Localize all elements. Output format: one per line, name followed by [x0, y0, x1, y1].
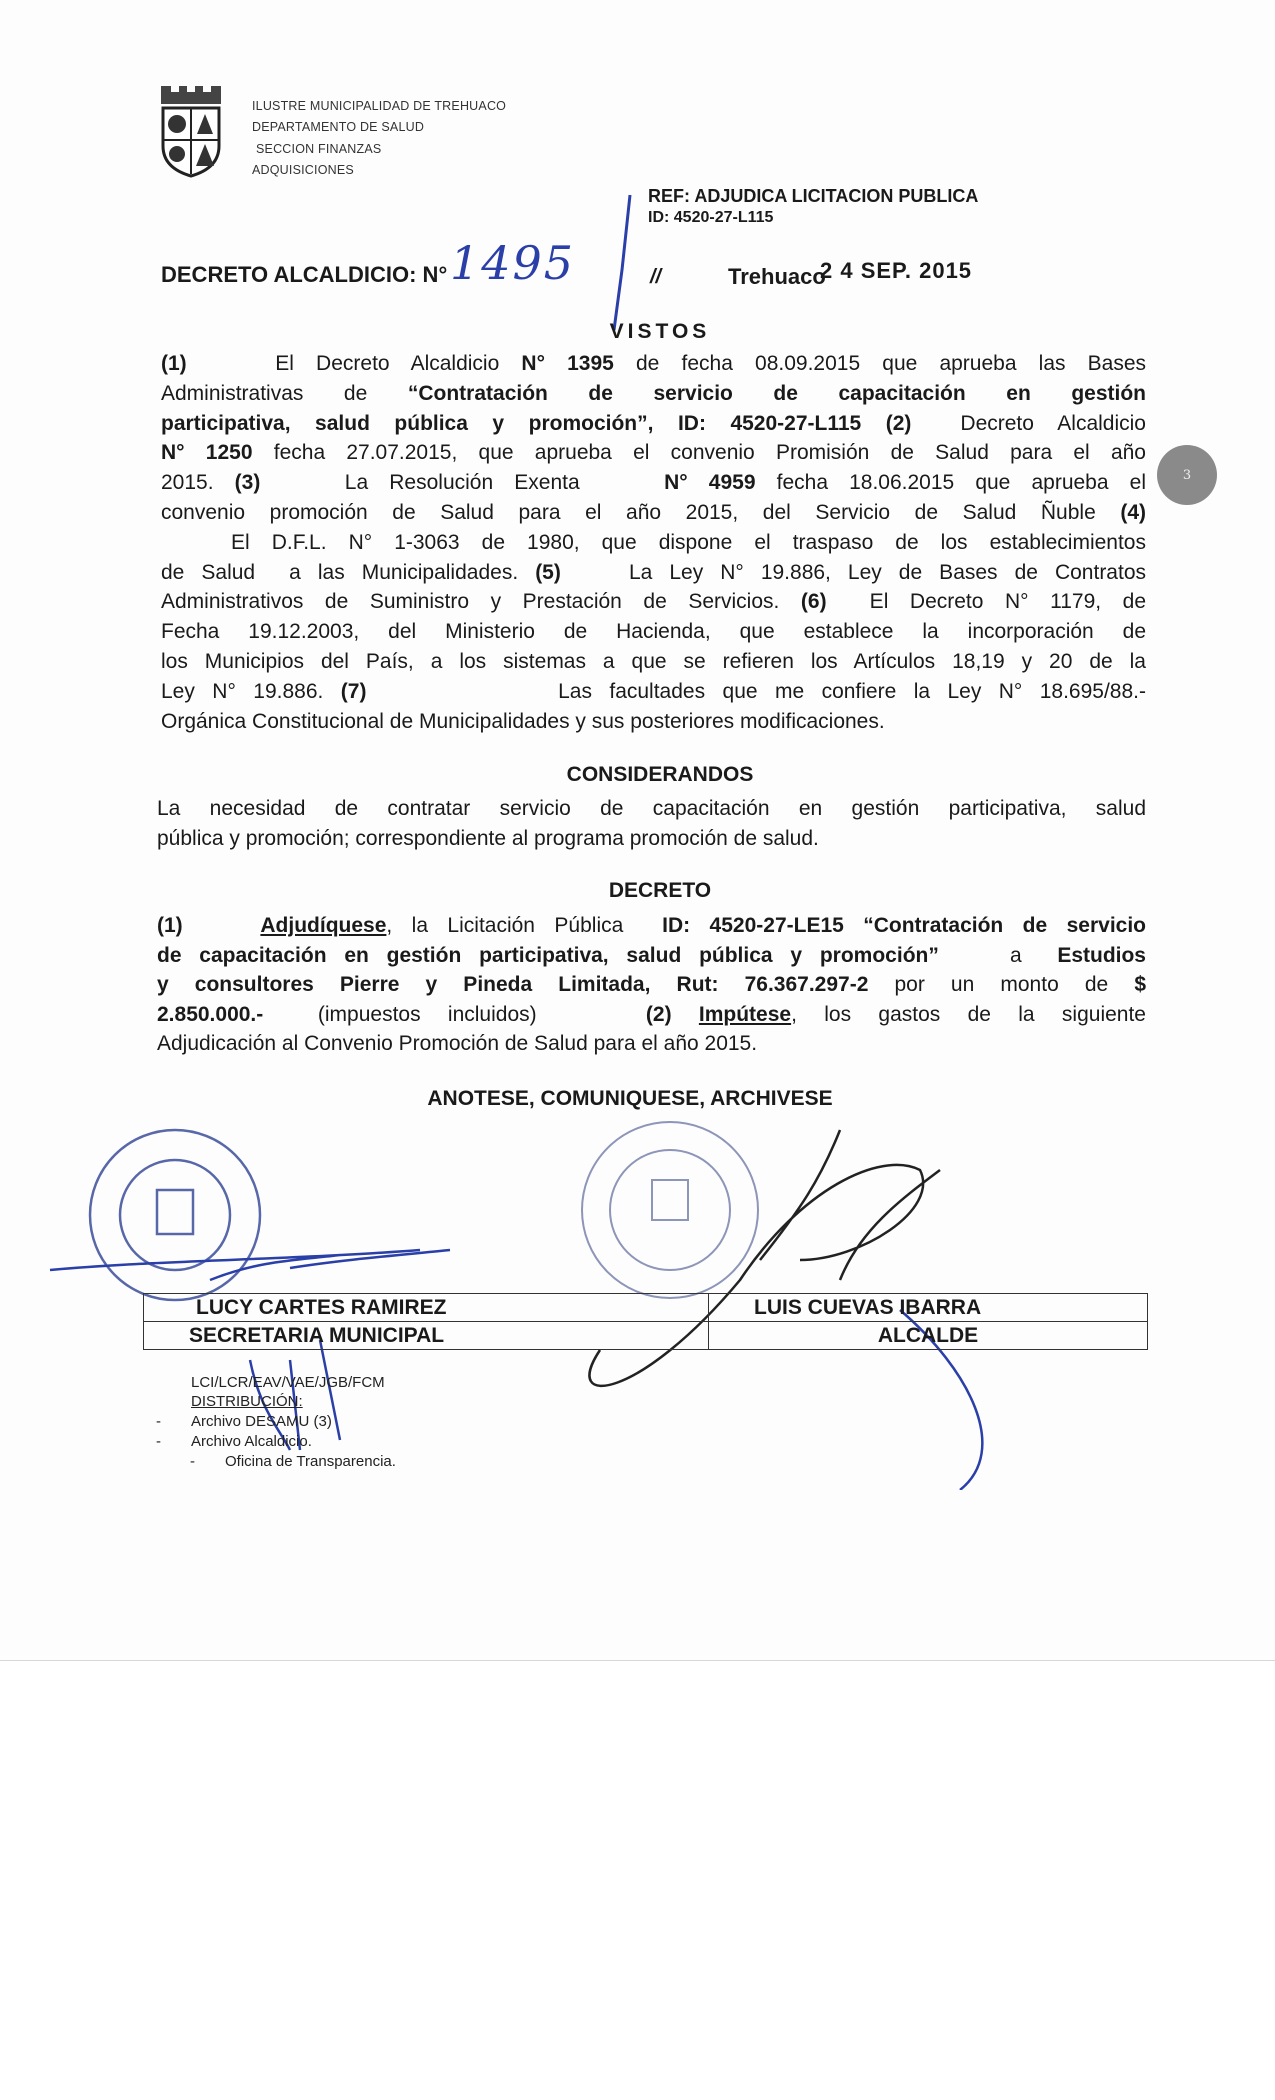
vistos-text: N° 4959	[664, 471, 756, 495]
reference-line: REF: ADJUDICA LICITACION PUBLICA	[648, 186, 979, 206]
vistos-text: Ley N° 19.886.	[161, 679, 341, 703]
vistos-text: (3)	[234, 471, 261, 495]
vistos-line	[161, 587, 1146, 616]
decreto-text: ID: 4520-27-LE15 “Contratación de servicio	[662, 914, 1146, 937]
header-section: SECCION FINANZAS	[256, 142, 382, 156]
decreto-text: , los gastos de la siguiente	[791, 1002, 1146, 1026]
signature-table	[143, 1293, 1148, 1350]
decreto-text: por un monto de	[868, 973, 1135, 996]
header-municipality: ILUSTRE MUNICIPALIDAD DE TREHUACO	[252, 99, 507, 113]
distribution-item-text: Oficina de Transparencia.	[225, 1453, 396, 1470]
decree-city: Trehuaco	[728, 264, 826, 289]
vistos-line	[231, 528, 1146, 557]
vistos-line	[161, 409, 1146, 438]
decree-number-handwritten: 1495	[450, 236, 576, 290]
decreto-text: Adjudicación al Convenio Promoción de Salud para el año 2015.	[157, 1032, 758, 1055]
vistos-text: El D.F.L. N° 1-3063 de 1980, que dispone el traspaso de los establecimientos	[231, 530, 1146, 554]
mayor-name: LUIS CUEVAS IBARRA	[709, 1294, 1148, 1322]
vistos-text: Administrativas de	[161, 381, 408, 405]
decreto-text: Adjudíquese	[260, 914, 387, 937]
vistos-text: La Ley N° 19.886, Ley de Bases de Contratos	[560, 560, 1147, 584]
mayor-title: ALCALDE	[709, 1322, 1148, 1350]
vistos-line	[161, 349, 1146, 378]
vistos-text: (4)	[1120, 501, 1146, 524]
vistos-text: convenio promoción de Salud para el año 2015, del Servicio de Salud Ñuble	[161, 501, 1121, 524]
vistos-text: La Resolución Exenta	[260, 471, 665, 495]
vistos-line	[161, 468, 1146, 497]
vistos-text: (1)	[161, 352, 187, 375]
coat-of-arms-logo	[155, 82, 227, 180]
vistos-line	[161, 617, 1146, 646]
vistos-text: Las facultades que me confiere la Ley N° 18.695/88.-	[366, 679, 1146, 703]
mayor-stamp	[582, 1122, 758, 1298]
decreto-text: de capacitación en gestión participativa, salud pública y promoción”	[157, 943, 939, 967]
decreto-text: (1)	[157, 914, 183, 937]
considerandos-line	[157, 824, 1146, 853]
decreto-text: a	[938, 943, 1058, 967]
decreto-line	[157, 1029, 1146, 1058]
vistos-line	[161, 498, 1146, 527]
pen-stroke	[600, 190, 640, 340]
secretary-name: LUCY CARTES RAMIREZ	[144, 1294, 709, 1322]
vistos-text: (2)	[861, 411, 912, 435]
decreto-text: (impuestos incluidos)	[263, 1002, 646, 1026]
vistos-text: (5)	[535, 560, 561, 584]
vistos-line	[161, 438, 1146, 467]
page-number-badge: 3	[1157, 445, 1217, 505]
vistos-line	[161, 677, 1146, 706]
distribution-item-text: Archivo Alcaldicio.	[191, 1433, 312, 1450]
vistos-text: de Salud a las Municipalidades.	[161, 560, 536, 584]
vistos-text: El Decreto N° 1179, de	[826, 590, 1147, 614]
vistos-text: los Municipios del País, a los sistemas a que se refieren los Artículos 18,19 y 20 de la	[161, 650, 1146, 673]
decreto-line	[157, 911, 1146, 940]
decreto-line	[157, 970, 1146, 999]
decreto-line	[157, 1000, 1146, 1029]
vistos-line	[161, 707, 1146, 736]
vistos-text: El Decreto Alcaldicio	[186, 352, 522, 375]
vistos-text: Administrativos de Suministro y Prestación de Servicios.	[161, 590, 801, 614]
decreto-text: Estudios	[1057, 943, 1146, 967]
decreto-text	[183, 914, 261, 937]
decreto-line	[157, 941, 1146, 970]
vistos-text: N° 1395	[521, 352, 614, 375]
distribution-item-text: Archivo DESAMU (3)	[191, 1413, 332, 1430]
vistos-text: participativa, salud pública y promoción”, ID: 4520-27-L115	[161, 411, 862, 435]
vistos-text: de fecha 08.09.2015 que aprueba las Bases	[613, 352, 1147, 375]
decreto-text: , la Licitación Pública	[386, 914, 663, 937]
decreto-text: Impútese	[698, 1002, 792, 1026]
decreto-text: 2.850.000.-	[157, 1002, 264, 1026]
distribution-item: - Archivo Alcaldicio.	[156, 1433, 312, 1450]
vistos-text: 2015.	[161, 471, 235, 495]
vistos-text: N° 1250	[161, 441, 253, 465]
decreto-text: y consultores Pierre y Pineda Limitada, Rut: 76.367.297-2	[157, 973, 869, 996]
decree-label: DECRETO ALCALDICIO: N°	[161, 262, 448, 287]
considerandos-heading: CONSIDERANDOS	[566, 763, 754, 786]
header-department: DEPARTAMENTO DE SALUD	[252, 120, 425, 134]
decree-separator: //	[650, 266, 662, 288]
vistos-text: fecha 18.06.2015 que aprueba el	[755, 471, 1147, 495]
vistos-text: “Contratación de servicio de capacitación en gestión	[407, 381, 1147, 405]
secretary-stamp	[90, 1130, 260, 1300]
vistos-text: Decreto Alcaldicio	[911, 411, 1146, 435]
decreto-text: (2)	[645, 1002, 672, 1026]
vistos-text: Orgánica Constitucional de Municipalidades y sus posteriores modificaciones.	[161, 709, 885, 733]
vistos-text: (6)	[800, 590, 827, 614]
distribution-label: DISTRIBUCIÓN:	[191, 1393, 303, 1410]
considerandos-line	[157, 794, 1146, 823]
vistos-text: Fecha 19.12.2003, del Ministerio de Hacienda, que establece la incorporación de	[161, 620, 1146, 644]
decree-date-stamp: 2 4 SEP. 2015	[820, 258, 973, 283]
decreto-text	[672, 1003, 699, 1026]
vistos-line	[161, 647, 1146, 676]
distribution-item: - Archivo DESAMU (3)	[156, 1413, 332, 1430]
decreto-heading: DECRETO	[608, 879, 712, 902]
vistos-line	[161, 379, 1146, 408]
header-unit: ADQUISICIONES	[252, 163, 354, 177]
reference-id: ID: 4520-27-L115	[648, 209, 774, 226]
decreto-text: $	[1134, 973, 1146, 996]
vistos-text: fecha 27.07.2015, que aprueba el convenio Promisión de Salud para el año	[252, 441, 1146, 465]
vistos-line	[161, 558, 1146, 587]
vistos-text: (7)	[340, 679, 367, 703]
distribution-item: - Oficina de Transparencia.	[190, 1453, 396, 1470]
closing-formula: ANOTESE, COMUNIQUESE, ARCHIVESE	[427, 1087, 833, 1110]
considerandos-text: pública y promoción; correspondiente al programa promoción de salud.	[157, 827, 819, 850]
vistos-heading: VISTOS	[609, 320, 711, 343]
considerandos-text: La necesidad de contratar servicio de capacitación en gestión participativa, salud	[157, 797, 1146, 820]
initials-line: LCI/LCR/EAV/VAE/JGB/FCM	[191, 1374, 385, 1391]
secretary-title: SECRETARIA MUNICIPAL	[144, 1322, 709, 1350]
